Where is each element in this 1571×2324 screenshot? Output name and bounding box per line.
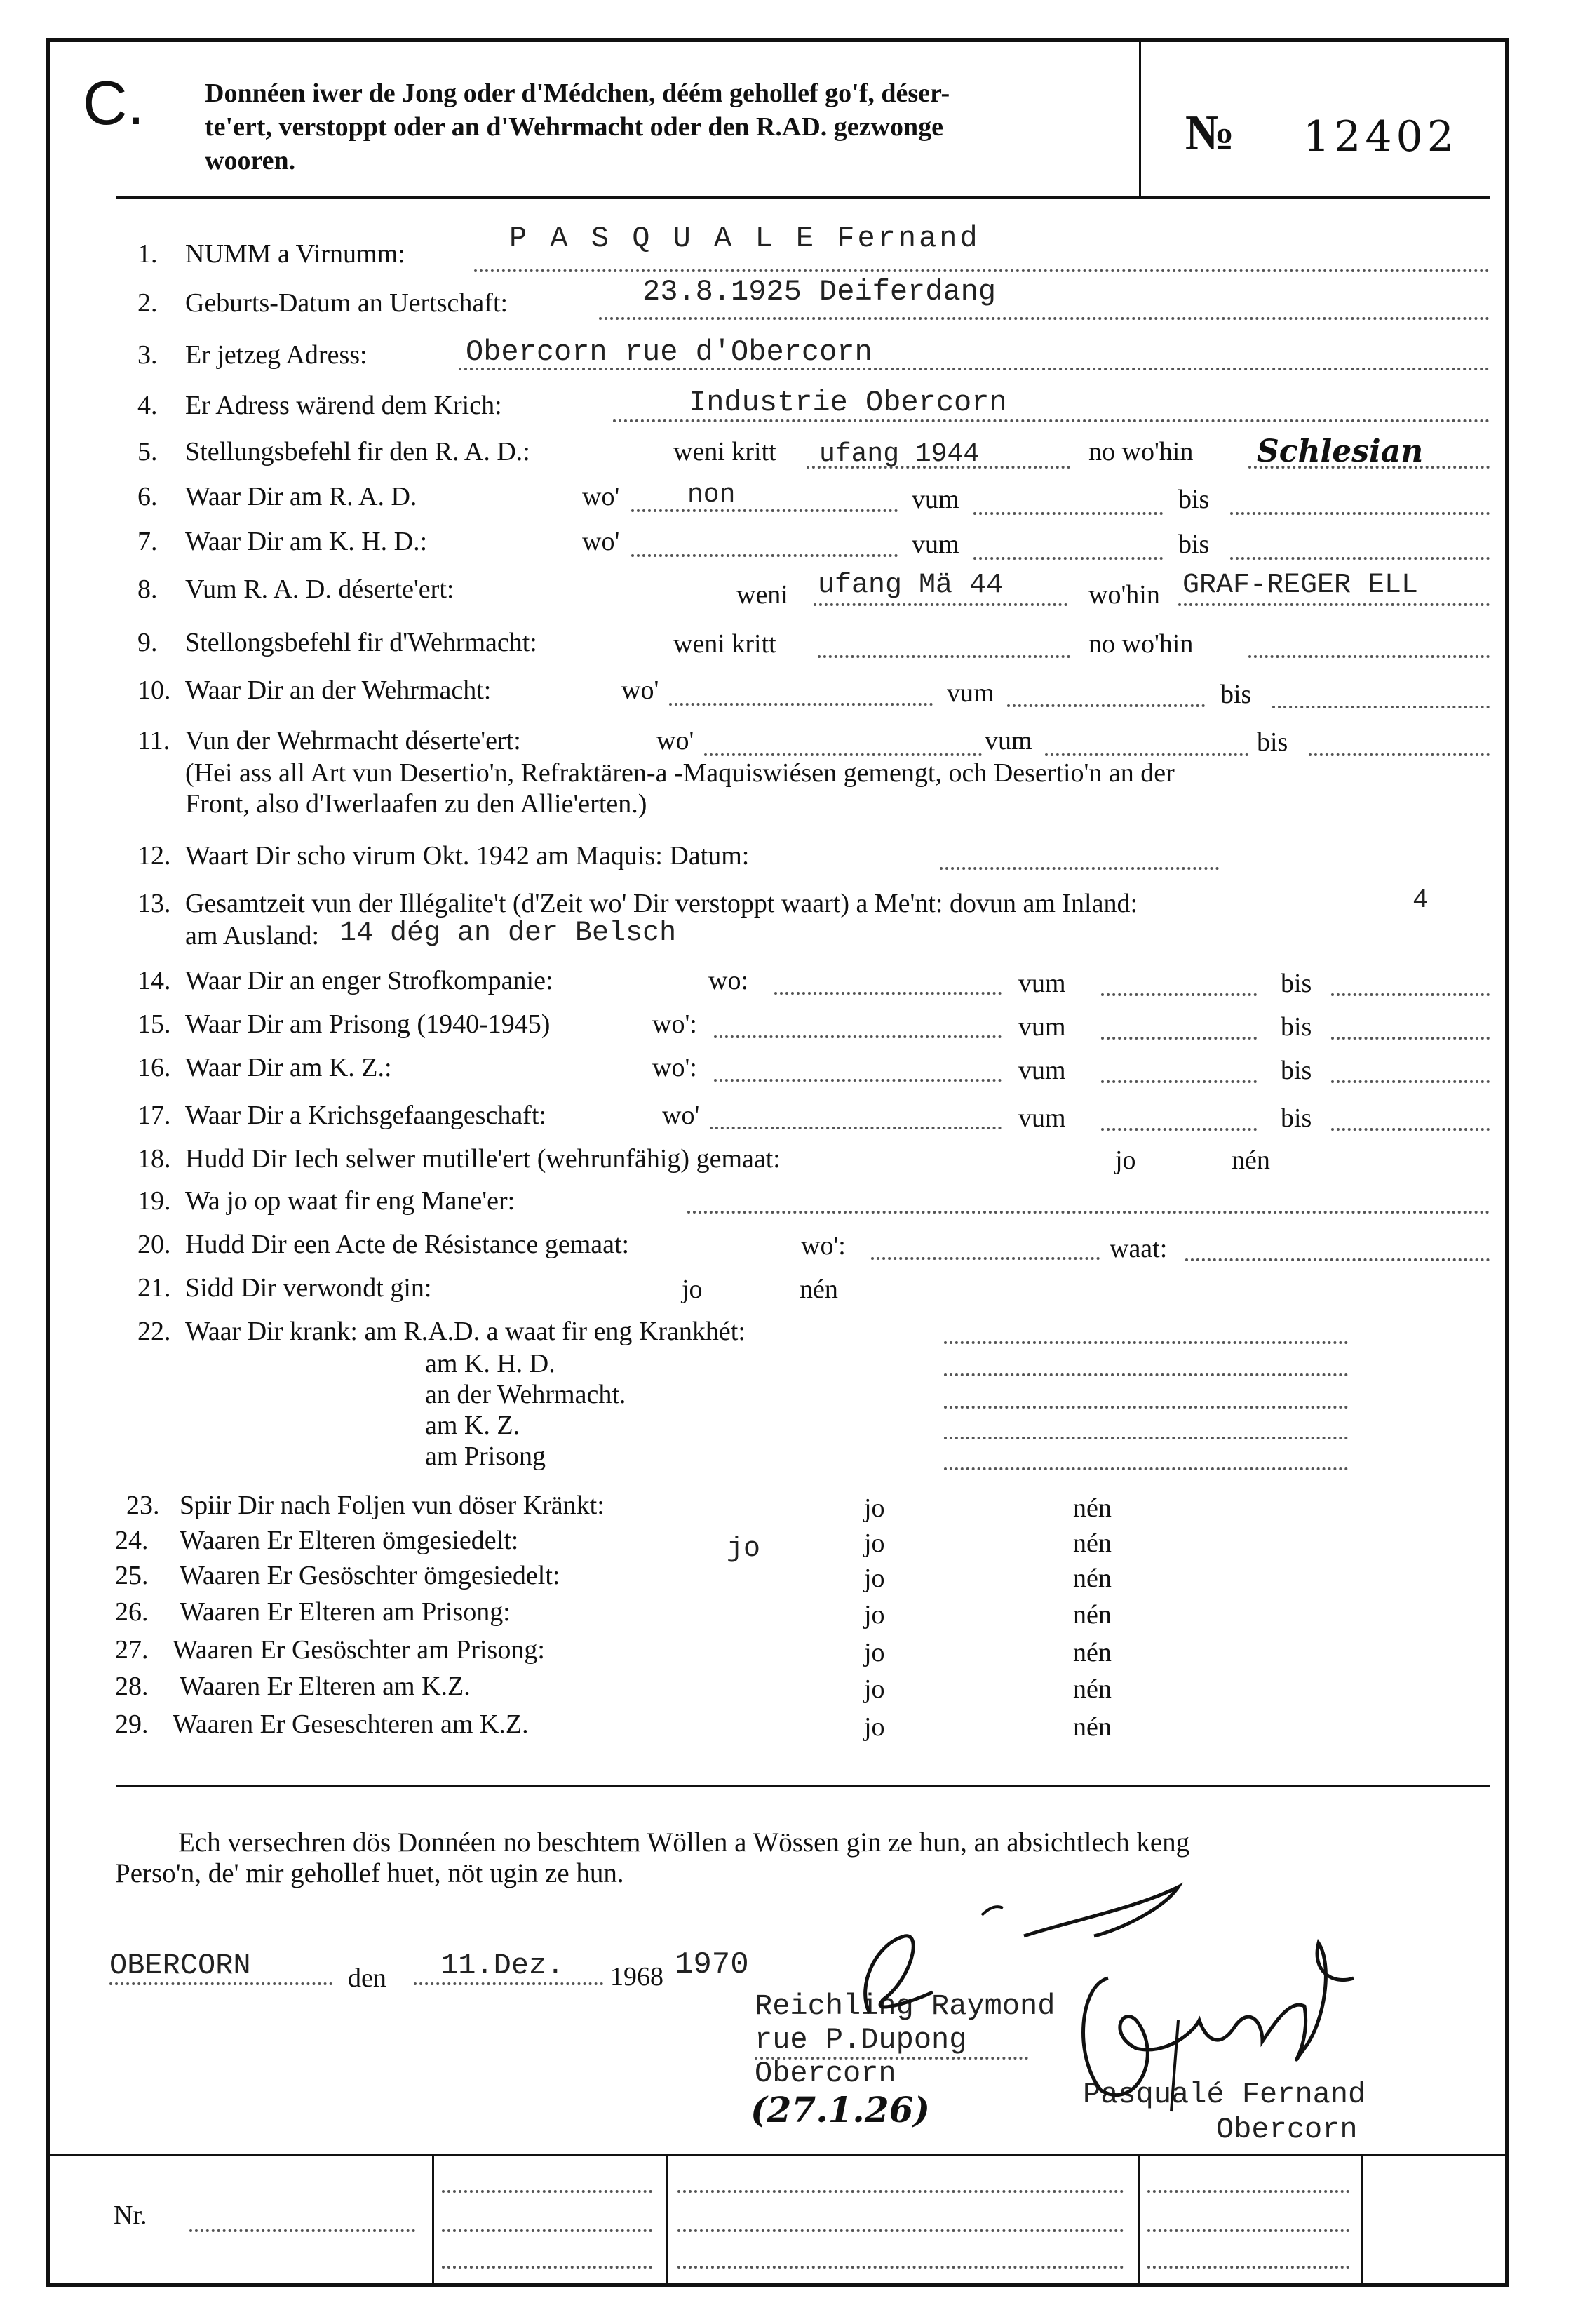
row-15-to-label: bis	[1281, 1012, 1312, 1042]
row-29-no: nén	[1073, 1712, 1112, 1742]
row-5-where-label: no wo'hin	[1088, 437, 1194, 466]
row-6-number: 6.	[137, 482, 158, 511]
row-1-line	[474, 269, 1490, 272]
row-20-number: 20.	[137, 1230, 171, 1259]
footer-cell-line	[442, 2190, 652, 2193]
row-14-to-label: bis	[1281, 969, 1312, 998]
row-27-no: nén	[1073, 1638, 1112, 1667]
row-2-number: 2.	[137, 288, 158, 318]
row-14-from-line	[1101, 993, 1257, 996]
footer-cell-line	[677, 2190, 1124, 2193]
row-6-to-label: bis	[1178, 485, 1210, 514]
row-6-where-label: wo'	[582, 482, 620, 511]
witness-name: Reichling Raymond	[755, 1989, 1056, 2023]
row-1-value: P A S Q U A L E Fernand	[509, 222, 980, 255]
signature-place-line	[109, 1982, 332, 1985]
row-6-where-value: non	[687, 480, 736, 510]
row-15-from-label: vum	[1018, 1012, 1066, 1042]
row-17-from-label: vum	[1018, 1103, 1066, 1133]
row-4-number: 4.	[137, 391, 158, 420]
row-13-label-abroad: am Ausland:	[185, 921, 320, 951]
row-11-to-label: bis	[1257, 727, 1288, 757]
row-17-where-label: wo'	[662, 1101, 700, 1130]
row-25-no: nén	[1073, 1564, 1112, 1593]
row-7-number: 7.	[137, 527, 158, 556]
row-9-where-label: no wo'hin	[1088, 629, 1194, 659]
row-11-label: Vun der Wehrmacht déserte'ert:	[185, 726, 521, 755]
row-16-to-line	[1331, 1080, 1490, 1083]
row-14-where-line	[774, 992, 1002, 995]
header-rule	[116, 196, 1490, 199]
row-18-no: nén	[1232, 1146, 1270, 1175]
row-11-from-line	[1045, 753, 1248, 756]
row-20-where-label: wo':	[801, 1231, 846, 1261]
row-4-line	[613, 419, 1490, 422]
row-12-number: 12.	[137, 841, 171, 871]
row-15-where-line	[714, 1035, 1002, 1038]
row-19-line	[687, 1211, 1490, 1214]
declaration-line-2: Perso'n, de' mir gehollef huet, nöt ugin ze hun.	[115, 1858, 624, 1888]
row-17-to-line	[1331, 1128, 1490, 1131]
row-20-where-line	[871, 1257, 1100, 1260]
row-14-where-label: wo:	[708, 966, 748, 995]
row-17-to-label: bis	[1281, 1103, 1312, 1133]
row-5-label: Stellungsbefehl fir den R. A. D.:	[185, 437, 530, 466]
row-4-value: Industrie Obercorn	[689, 386, 1007, 419]
row-15-where-label: wo':	[652, 1009, 697, 1039]
footer-cell-line	[1147, 2229, 1349, 2232]
row-22-sub-1: am K. H. D.	[425, 1349, 555, 1378]
row-16-where-line	[714, 1079, 1002, 1082]
row-8-when-label: weni	[736, 580, 788, 610]
row-11-where-line	[704, 753, 982, 756]
row-2-value: 23.8.1925 Deiferdang	[642, 275, 997, 309]
row-7-to-line	[1230, 557, 1490, 560]
row-29-yes: jo	[864, 1712, 885, 1742]
row-10-from-line	[1007, 704, 1205, 707]
row-8-where-label: wo'hin	[1088, 580, 1160, 610]
row-8-when-line	[814, 603, 1067, 606]
row-22-line-3	[944, 1406, 1348, 1409]
signature-date-line	[414, 1982, 603, 1985]
footer-col-4	[1361, 2155, 1363, 2285]
signature-den-label: den	[348, 1963, 386, 1993]
row-15-label: Waar Dir am Prisong (1940-1945)	[185, 1009, 551, 1039]
row-14-label: Waar Dir an enger Strofkompanie:	[185, 966, 553, 995]
row-8-label: Vum R. A. D. déserte'ert:	[185, 575, 454, 604]
signature-date: 11.Dez.	[440, 1949, 565, 1982]
footer-cell-line	[677, 2229, 1124, 2232]
row-15-from-line	[1101, 1037, 1257, 1040]
section-letter: C.	[83, 68, 144, 137]
row-26-yes: jo	[864, 1600, 885, 1630]
footer-cell-line	[1147, 2266, 1349, 2269]
row-29-number: 29.	[115, 1710, 149, 1739]
witness-street: rue P.Dupong	[755, 2023, 967, 2057]
row-10-to-line	[1272, 706, 1490, 708]
row-10-label: Waar Dir an der Wehrmacht:	[185, 676, 492, 705]
header-title-line-2: te'ert, verstoppt oder an d'Wehrmacht oder den R.AD. gezwonge	[205, 112, 943, 142]
row-5-when-value: ufang 1944	[819, 439, 980, 469]
row-16-label: Waar Dir am K. Z.:	[185, 1053, 392, 1082]
witness-town: Obercorn	[755, 2057, 896, 2090]
row-9-where-line	[1248, 655, 1490, 658]
row-11-number: 11.	[137, 726, 170, 755]
row-11-note-1: (Hei ass all Art vun Desertio'n, Refraktären-a -Maquiswiésen gemengt, och Desertio'n an der	[185, 758, 1175, 788]
row-16-number: 16.	[137, 1053, 171, 1082]
row-14-to-line	[1331, 993, 1490, 996]
form-number: 12402	[1303, 112, 1458, 161]
row-15-number: 15.	[137, 1009, 171, 1039]
row-11-to-line	[1309, 753, 1490, 756]
row-10-from-label: vum	[947, 678, 994, 708]
row-2-label: Geburts-Datum an Uertschaft:	[185, 288, 508, 318]
signature-scribbles	[771, 1880, 1445, 2132]
row-13-abroad-value: 14 dég an der Belsch	[339, 918, 677, 949]
row-9-number: 9.	[137, 628, 158, 657]
row-17-number: 17.	[137, 1101, 171, 1130]
row-22-sub-2: an der Wehrmacht.	[425, 1380, 626, 1409]
row-27-number: 27.	[115, 1635, 149, 1665]
row-11-where-label: wo'	[656, 726, 694, 755]
row-7-where-label: wo'	[582, 527, 620, 556]
row-25-label: Waaren Er Gesöschter ömgesiedelt:	[180, 1561, 560, 1590]
row-7-from-label: vum	[912, 530, 959, 559]
row-25-number: 25.	[115, 1561, 149, 1590]
row-17-label: Waar Dir a Krichsgefaangeschaft:	[185, 1101, 546, 1130]
row-10-where-line	[669, 703, 933, 706]
declaration-rule	[116, 1785, 1490, 1787]
row-20-what-label: waat:	[1110, 1234, 1168, 1263]
row-21-yes: jo	[682, 1275, 703, 1304]
row-24-number: 24.	[115, 1526, 149, 1555]
row-6-from-label: vum	[912, 485, 959, 514]
row-16-from-line	[1101, 1080, 1257, 1083]
row-21-no: nén	[800, 1275, 838, 1304]
row-6-to-line	[1230, 512, 1490, 515]
row-6-label: Waar Dir am R. A. D.	[185, 482, 417, 511]
row-28-yes: jo	[864, 1674, 885, 1704]
row-22-line-5	[944, 1467, 1348, 1470]
row-22-sub-3: am K. Z.	[425, 1411, 520, 1440]
row-16-where-label: wo':	[652, 1053, 697, 1082]
row-12-label: Waart Dir scho virum Okt. 1942 am Maquis: Datum:	[185, 841, 750, 871]
number-symbol: №	[1185, 106, 1235, 160]
row-17-from-line	[1101, 1128, 1257, 1131]
row-7-where-line	[631, 554, 898, 557]
footer-nr-label: Nr.	[114, 2201, 147, 2230]
row-29-label: Waaren Er Geseschteren am K.Z.	[173, 1710, 529, 1739]
row-14-number: 14.	[137, 966, 171, 995]
row-8-when-value: ufang Mä 44	[818, 570, 1004, 601]
row-8-number: 8.	[137, 575, 158, 604]
row-23-label: Spiir Dir nach Foljen vun döser Kränkt:	[180, 1491, 605, 1520]
row-4-label: Er Adress wärend dem Krich:	[185, 391, 502, 420]
row-8-where-value: GRAF-REGER ELL	[1182, 570, 1419, 601]
footer-cell-line	[1147, 2190, 1349, 2193]
row-16-from-label: vum	[1018, 1056, 1066, 1085]
header-title-line-1: Donnéen iwer de Jong oder d'Médchen, déém gehollef go'f, déser-	[205, 79, 950, 108]
row-10-where-label: wo'	[621, 676, 659, 705]
row-22-number: 22.	[137, 1317, 171, 1346]
signature-year-printed: 1968	[610, 1962, 663, 1991]
row-19-number: 19.	[137, 1186, 171, 1216]
row-2-line	[599, 317, 1490, 320]
row-22-line-1	[944, 1341, 1348, 1344]
row-18-label: Hudd Dir Iech selwer mutille'ert (wehrunfähig) gemaat:	[185, 1144, 781, 1174]
row-7-to-label: bis	[1178, 530, 1210, 559]
row-10-number: 10.	[137, 676, 171, 705]
footer-cell-line	[677, 2266, 1124, 2269]
row-28-number: 28.	[115, 1672, 149, 1701]
row-20-label: Hudd Dir een Acte de Résistance gemaat:	[185, 1230, 630, 1259]
header-divider	[1139, 42, 1141, 198]
signer-name: Pasqualé Fernand	[1083, 2078, 1366, 2111]
signature-year-written: 1970	[675, 1947, 749, 1982]
header-title-line-3: wooren.	[205, 146, 296, 175]
row-26-label: Waaren Er Elteren am Prisong:	[180, 1597, 511, 1627]
witness-date-handwritten: (27.1.26)	[750, 2089, 931, 2130]
row-3-value: Obercorn rue d'Obercorn	[466, 335, 872, 369]
row-9-label: Stellongsbefehl fir d'Wehrmacht:	[185, 628, 537, 657]
row-20-what-line	[1185, 1258, 1490, 1261]
row-24-typed-answer: jo	[727, 1533, 761, 1565]
footer-cell-line	[442, 2229, 652, 2232]
row-9-when-label: weni kritt	[673, 629, 776, 659]
row-24-yes: jo	[864, 1529, 885, 1558]
row-17-where-line	[710, 1127, 1002, 1129]
declaration-line-1: Ech versechren dös Donnéen no beschtem Wöllen a Wössen gin ze hun, an absichtlech keng	[178, 1827, 1190, 1858]
footer-nr-line	[189, 2229, 415, 2232]
row-6-from-line	[973, 512, 1163, 515]
footer-col-3	[1138, 2155, 1140, 2285]
row-13-label: Gesamtzeit vun der Illégalite't (d'Zeit wo' Dir verstoppt waart) a Me'nt: dovun am Inland:	[185, 889, 1138, 918]
row-7-label: Waar Dir am K. H. D.:	[185, 527, 428, 556]
row-9-when-line	[818, 655, 1070, 658]
row-16-to-label: bis	[1281, 1056, 1312, 1085]
row-22-line-2	[944, 1373, 1348, 1376]
signature-place: OBERCORN	[109, 1949, 251, 1982]
row-26-no: nén	[1073, 1600, 1112, 1630]
row-25-yes: jo	[864, 1564, 885, 1593]
row-13-number: 13.	[137, 889, 171, 918]
row-19-label: Wa jo op waat fir eng Mane'er:	[185, 1186, 515, 1216]
row-12-line	[940, 867, 1219, 870]
row-27-label: Waaren Er Gesöschter am Prisong:	[173, 1635, 545, 1665]
footer-cell-line	[442, 2266, 652, 2269]
row-1-label: NUMM a Virnumm:	[185, 239, 405, 269]
row-21-number: 21.	[137, 1273, 171, 1303]
row-11-note-2: Front, also d'Iwerlaafen zu den Allie'erten.)	[185, 789, 647, 819]
row-26-number: 26.	[115, 1597, 149, 1627]
row-18-number: 18.	[137, 1144, 171, 1174]
row-23-number: 23.	[126, 1491, 160, 1520]
row-10-to-label: bis	[1220, 680, 1252, 709]
row-28-no: nén	[1073, 1674, 1112, 1704]
footer-col-2	[666, 2155, 668, 2285]
row-14-from-label: vum	[1018, 969, 1066, 998]
signer-town: Obercorn	[1216, 2113, 1358, 2147]
row-28-label: Waaren Er Elteren am K.Z.	[180, 1672, 471, 1701]
row-5-when-label: weni kritt	[673, 437, 776, 466]
row-18-yes: jo	[1115, 1146, 1136, 1175]
row-5-where-value: Schlesian	[1257, 434, 1424, 469]
row-24-no: nén	[1073, 1529, 1112, 1558]
row-3-label: Er jetzeg Adress:	[185, 340, 368, 370]
row-22-sub-4: am Prisong	[425, 1442, 546, 1471]
row-6-where-line	[631, 509, 898, 512]
row-27-yes: jo	[864, 1638, 885, 1667]
row-15-to-line	[1331, 1037, 1490, 1040]
row-1-number: 1.	[137, 239, 158, 269]
row-23-yes: jo	[864, 1493, 885, 1523]
row-11-from-label: vum	[985, 726, 1032, 755]
row-21-label: Sidd Dir verwondt gin:	[185, 1273, 432, 1303]
row-23-no: nén	[1073, 1493, 1112, 1523]
row-3-number: 3.	[137, 340, 158, 370]
row-13-inland-value: 4	[1412, 885, 1429, 915]
row-24-label: Waaren Er Elteren ömgesiedelt:	[180, 1526, 519, 1555]
footer-col-1	[432, 2155, 434, 2285]
footer-rule	[50, 2154, 1505, 2156]
row-5-number: 5.	[137, 437, 158, 466]
row-22-line-4	[944, 1437, 1348, 1439]
row-22-label: Waar Dir krank: am R.A.D. a waat fir eng Krankhét:	[185, 1317, 746, 1346]
row-8-where-line	[1178, 603, 1490, 606]
row-7-from-line	[973, 557, 1163, 560]
